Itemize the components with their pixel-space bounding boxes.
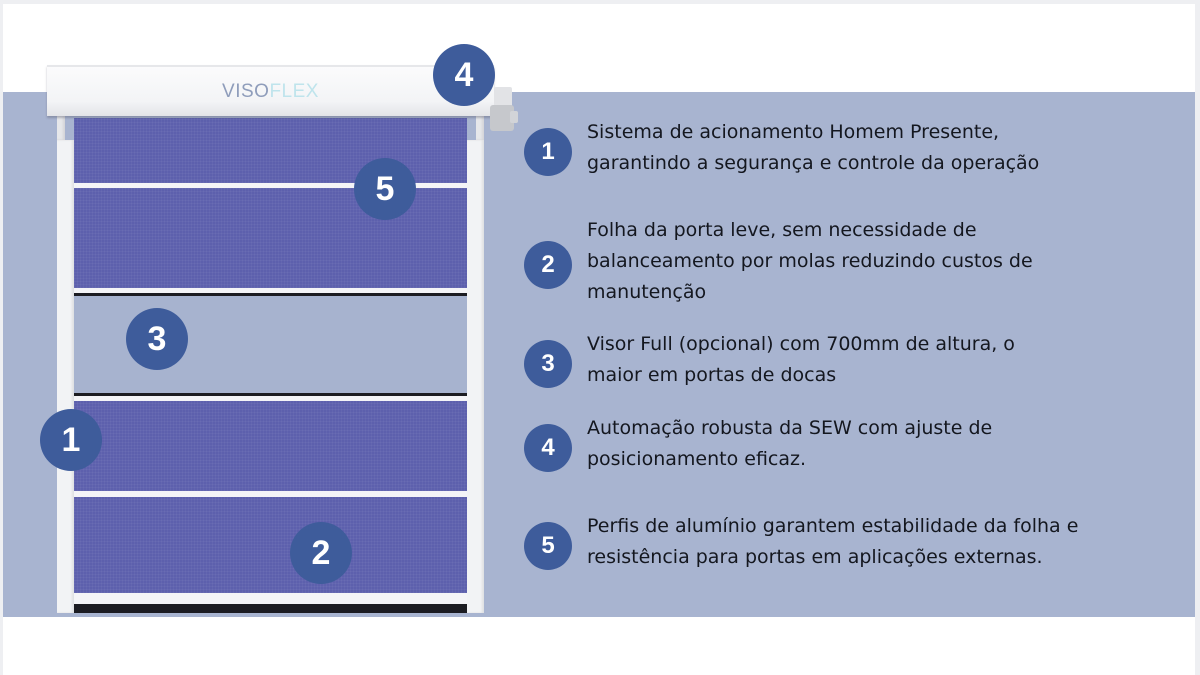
marker-4: 4 xyxy=(433,44,495,106)
sew-motor-icon xyxy=(488,87,518,139)
feature-text: Visor Full (opcional) com 700mm de altura, o maior em portas de docas xyxy=(587,333,1015,386)
bottom-seal xyxy=(74,604,467,613)
door-fabric-panel xyxy=(74,401,467,491)
number-badge: 1 xyxy=(524,128,572,176)
marker-5: 5 xyxy=(354,158,416,220)
door-header-box xyxy=(47,65,494,116)
feature-text: Automação robusta da SEW com ajuste de posicionamento eficaz. xyxy=(587,417,993,470)
left-post xyxy=(57,140,74,613)
number-badge: 5 xyxy=(524,522,572,570)
marker-2: 2 xyxy=(290,522,352,584)
number-badge: 4 xyxy=(524,424,572,472)
right-post-top xyxy=(476,116,484,140)
feature-text: Sistema de acionamento Homem Presente, garantindo a segurança e controle da operação xyxy=(587,121,1040,174)
marker-1: 1 xyxy=(40,409,102,471)
feature-text: Perfis de alumínio garantem estabilidade da folha e resistência para portas em aplicações externas. xyxy=(587,515,1079,568)
feature-text: Folha da porta leve, sem necessidade de balanceamento por molas reduzindo custos de manutenção xyxy=(587,219,1033,303)
number-badge: 2 xyxy=(524,241,572,289)
number-badge: 3 xyxy=(524,340,572,388)
marker-3: 3 xyxy=(126,308,188,370)
left-post-top xyxy=(57,116,65,140)
door-fabric-panel xyxy=(74,497,467,593)
bottom-profile xyxy=(74,593,467,604)
visoflex-logo: VISOFLEX xyxy=(222,81,319,102)
right-post xyxy=(467,140,484,613)
